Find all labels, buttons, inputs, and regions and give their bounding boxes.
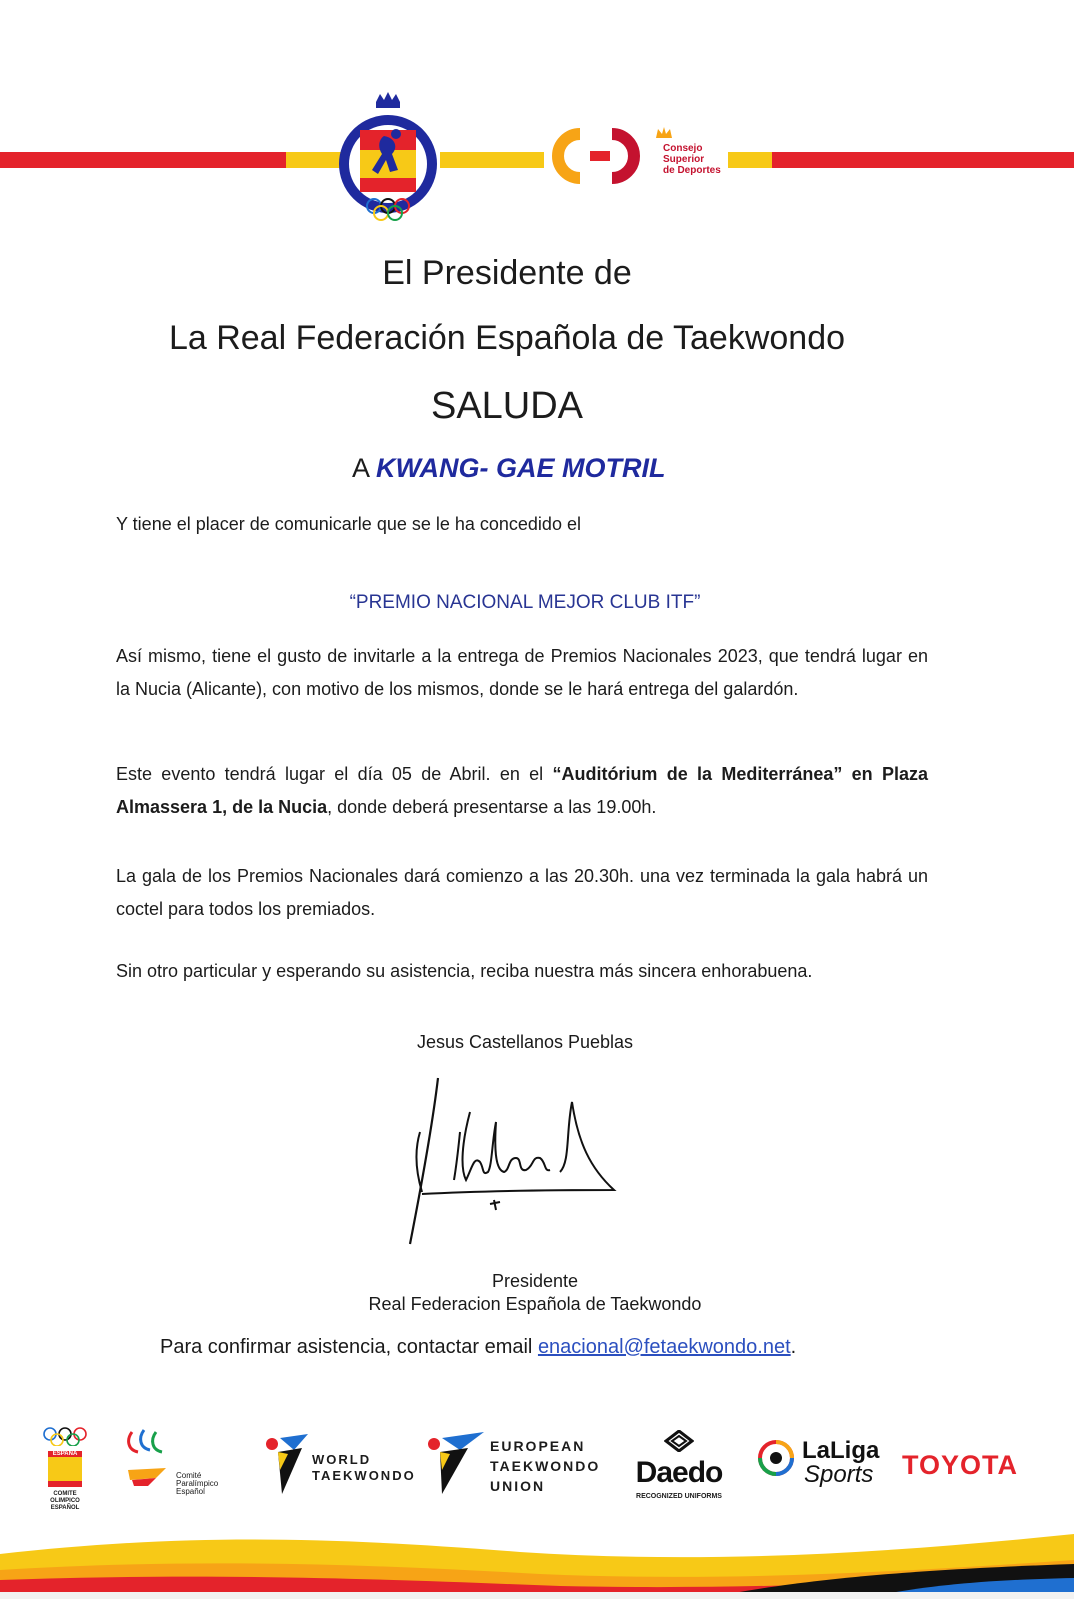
etu-line1: EUROPEAN (490, 1438, 586, 1454)
signer-name: Jesus Castellanos Pueblas (416, 1032, 634, 1052)
etu-line3: UNION (490, 1478, 546, 1494)
paralympic-line3: Español (176, 1487, 205, 1496)
etu-logo (424, 1430, 614, 1500)
csd-logo (550, 126, 740, 186)
invite-paragraph: Así mismo, tiene el gusto de invitarle a la entrega de Premios Nacionales 2023, que tendrá lugar en la Nucia (Alicante), con motivo de los mismos, donde se le hará entrega del galardón. (116, 646, 928, 699)
gala-paragraph: La gala de los Premios Nacionales dará comienzo a las 20.30h. una vez terminada la gala habrá un coctel para todos los premiados. (116, 866, 928, 919)
world-taekwondo-logo (262, 1430, 416, 1500)
laliga-wordmark: LaLiga (802, 1437, 880, 1464)
laliga-logo (756, 1438, 886, 1498)
coe-logo (40, 1426, 90, 1511)
signer-org: Real Federacion Española de Taekwondo (368, 1294, 702, 1314)
paralympic-agitos-icon (124, 1426, 170, 1460)
header-stripe-right-red (772, 152, 1074, 168)
handwritten-signature (400, 1072, 630, 1252)
csd-text-line3: de Deportes (663, 165, 721, 176)
laliga-sports: Sports (804, 1461, 874, 1488)
paralympic-line1: Comité (176, 1471, 202, 1480)
csd-text-line2: Superior (663, 154, 705, 165)
intro-paragraph: Y tiene el placer de comunicarle que se le ha concedido el (116, 514, 581, 534)
header-stripe-left-yellow (286, 152, 342, 168)
recipient-line (352, 452, 666, 484)
olympic-rings-icon (40, 1426, 90, 1446)
event-paragraph (116, 758, 928, 824)
etu-mark-icon (424, 1430, 488, 1496)
closing-paragraph: Sin otro particular y esperando su asistencia, reciba nuestra más sincera enhorabuena. (116, 961, 813, 981)
event-venue: “Auditórium de la Mediterránea” en Plaza Almassera 1, de la Nucia (116, 764, 928, 817)
contact-prefix: Para confirmar asistencia, contactar email (160, 1336, 538, 1358)
sponsor-footer (0, 1420, 1074, 1599)
title-saluda: SALUDA (430, 385, 584, 427)
toyota-logo: TOYOTA (902, 1450, 1019, 1480)
event-text-part1: Este evento tendrá lugar el día 05 de Abril. en el (116, 764, 553, 784)
etu-line2: TAEKWONDO (490, 1458, 601, 1474)
paralympic-line2: Paralímpico (176, 1479, 219, 1488)
signer-role: Presidente (491, 1271, 579, 1291)
daedo-subtitle: RECOGNIZED UNIFORMS (636, 1493, 722, 1500)
letterhead (0, 90, 1074, 230)
contact-suffix: . (790, 1336, 797, 1358)
csd-mark-icon (550, 126, 650, 186)
event-text-part2: , donde deberá presentarse a las 19.00h. (327, 797, 657, 817)
award-name: “PREMIO NACIONAL MEJOR CLUB ITF” (349, 592, 701, 613)
coe-label: COMITE OLIMPICO ESPAÑOL (50, 1491, 80, 1511)
recipient-prefix: A (352, 453, 369, 483)
daedo-logo (624, 1430, 734, 1502)
federation-crest-logo (338, 90, 438, 230)
coe-flag (48, 1457, 82, 1487)
csd-text-line1: Consejo (663, 143, 703, 154)
header-stripe-mid-yellow (440, 152, 544, 168)
world-taekwondo-mark-icon (262, 1430, 312, 1496)
daedo-wordmark: Daedo (635, 1456, 723, 1489)
laliga-ball-icon (756, 1438, 796, 1478)
paralympic-flag-icon (126, 1466, 172, 1488)
csd-crown-icon (654, 126, 674, 140)
paralympic-logo (124, 1426, 234, 1506)
signer-title (0, 1270, 1070, 1316)
contact-line (160, 1336, 796, 1359)
wt-line1: WORLD (312, 1452, 372, 1467)
title-line1: El Presidente de (382, 254, 632, 292)
recipient-name: KWANG- GAE MOTRIL (376, 453, 666, 483)
contact-email-link[interactable]: enacional@fetaekwondo.net (537, 1336, 791, 1358)
footer-swoosh-decoration (0, 1524, 1074, 1599)
header-stripe-left-red (0, 152, 286, 168)
daedo-diamond-icon (664, 1430, 694, 1452)
wt-line2: TAEKWONDO (312, 1468, 416, 1483)
coe-flag-top: ESPAÑA (48, 1451, 82, 1457)
title-line2: La Real Federación Española de Taekwondo (168, 319, 846, 357)
